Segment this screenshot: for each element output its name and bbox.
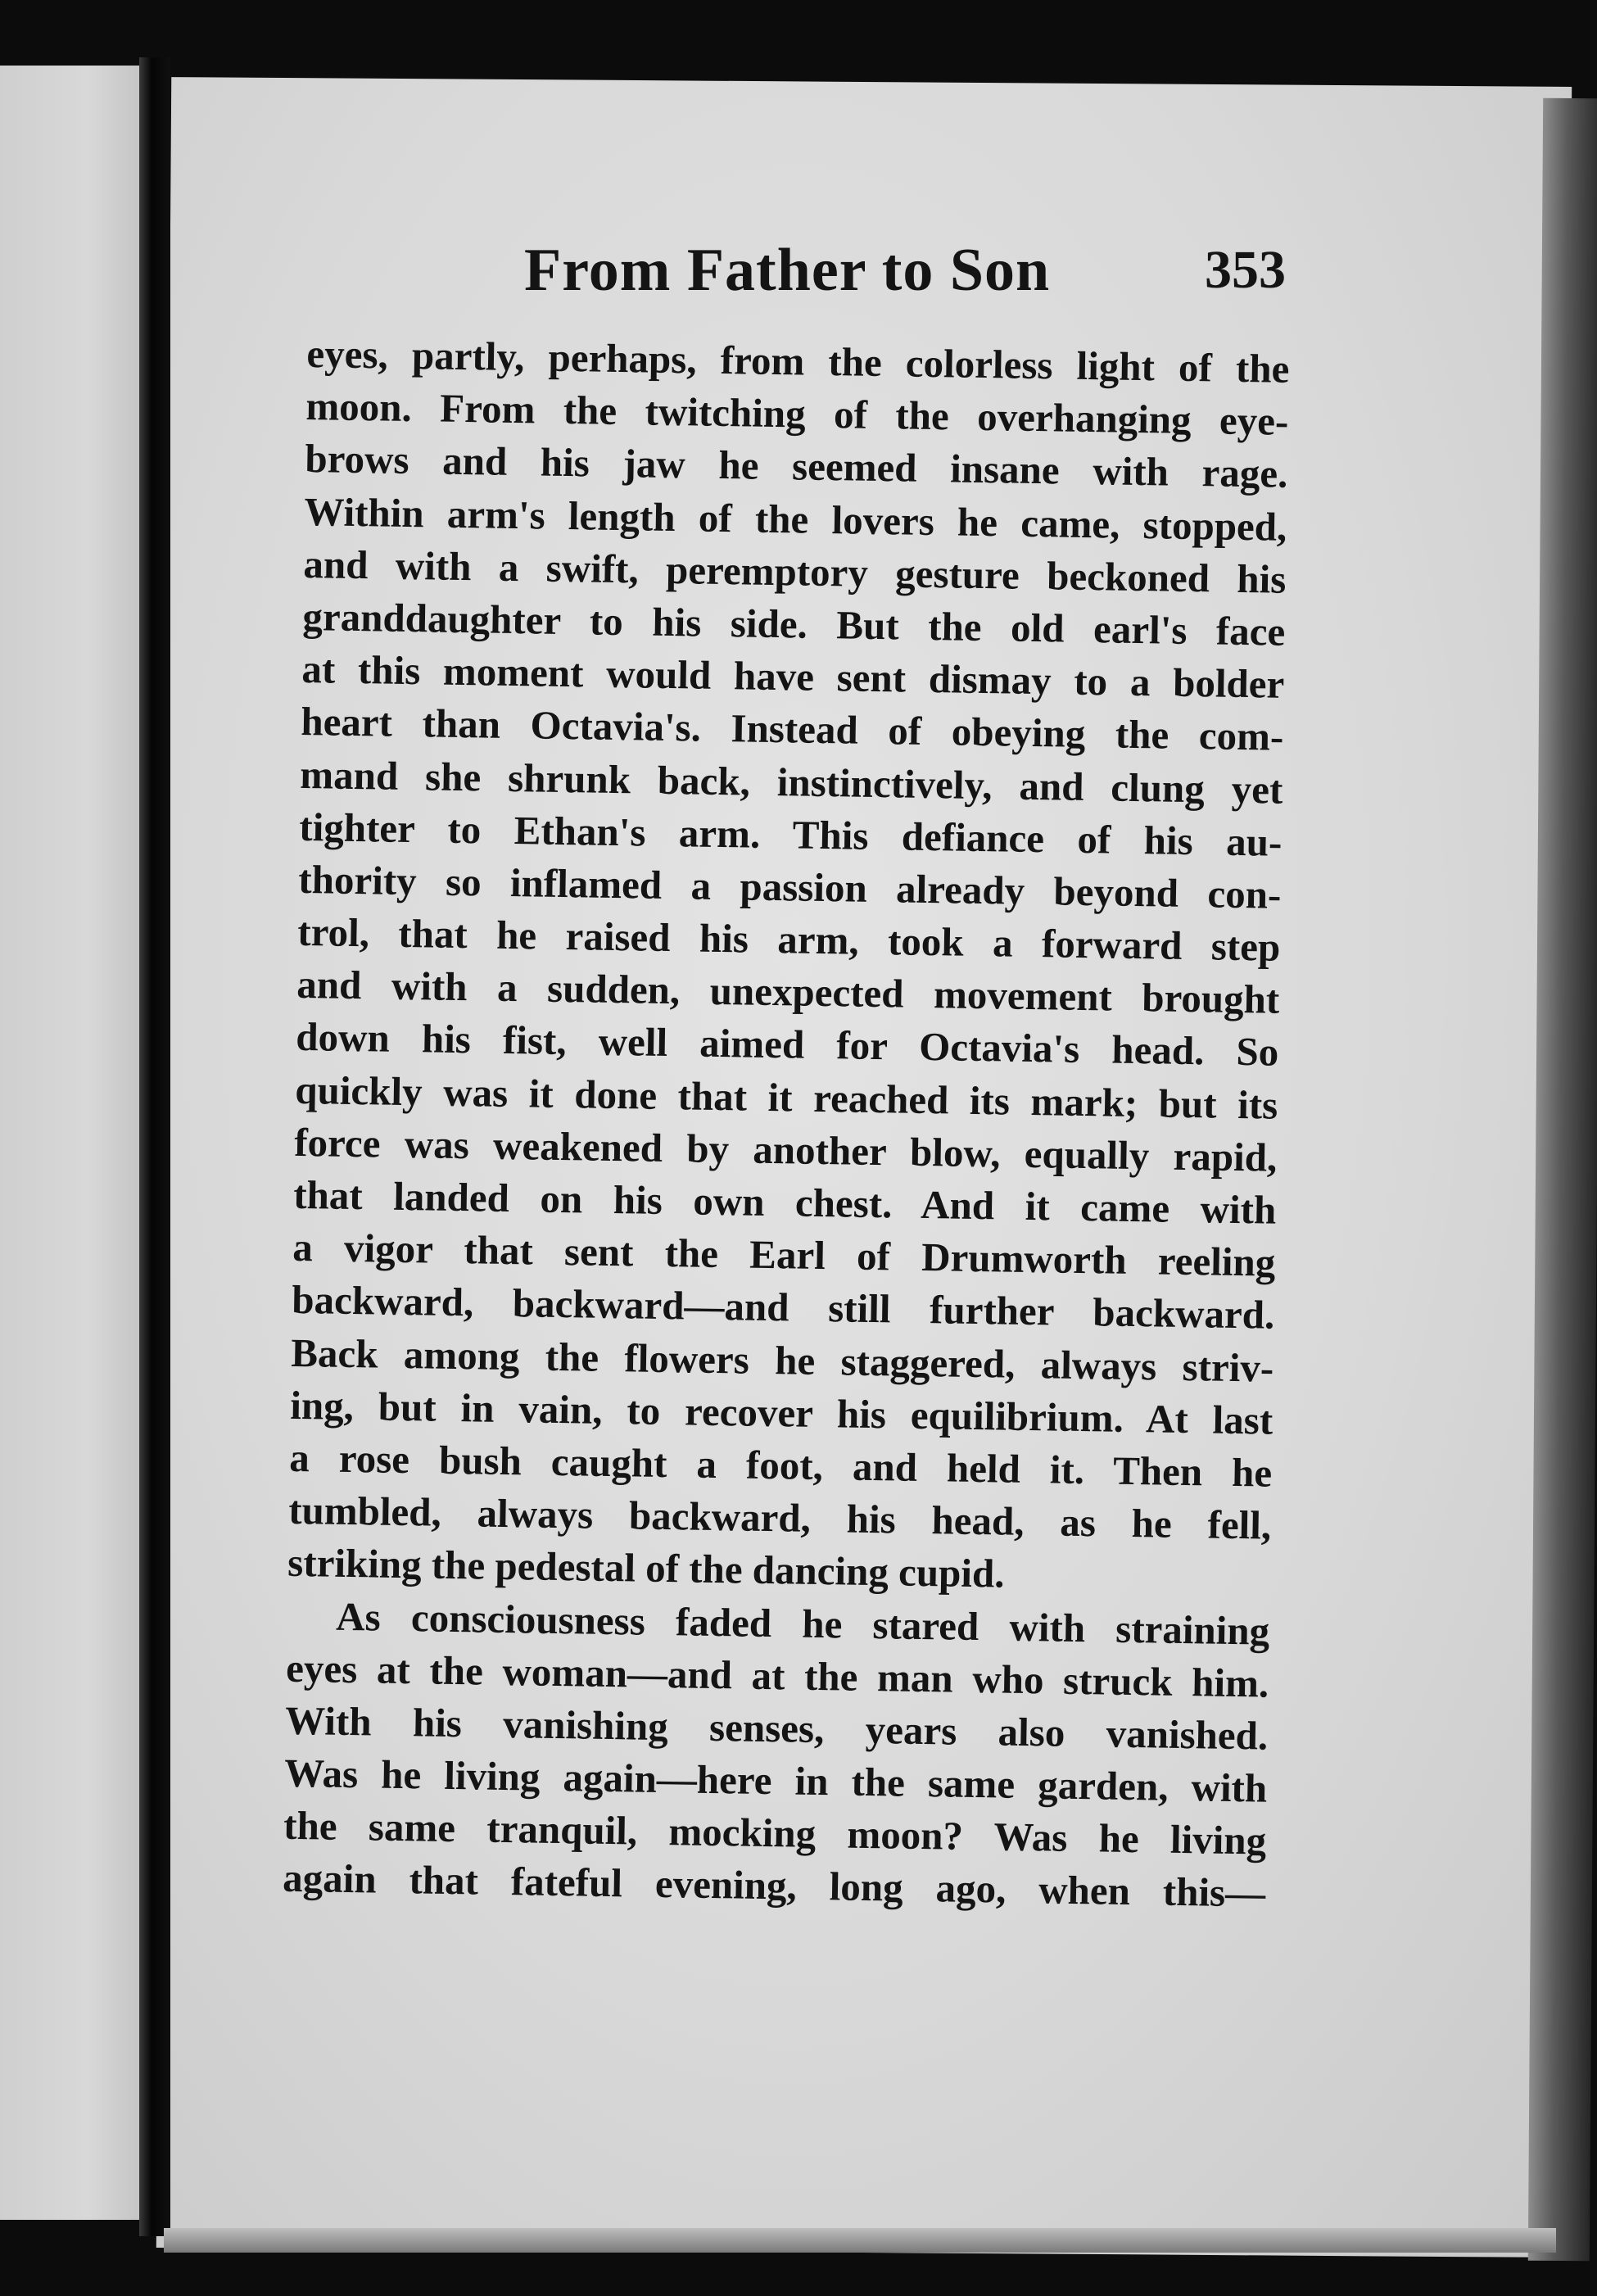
running-header: [524, 236, 1294, 326]
book-spine-shadow: [139, 57, 170, 2236]
text-line: the same tranquil, mocking moon? Was he living: [283, 1803, 1267, 1864]
text-line: thority so inflamed a passion already beyond con-: [297, 856, 1282, 917]
text-line: eyes at the woman—and at the man who struck him.: [285, 1645, 1269, 1706]
text-line: ing, but in vain, to recover his equilibrium. At last: [289, 1382, 1274, 1443]
text-line: tighter to Ethan's arm. This defiance of his au-: [298, 804, 1283, 865]
text-line: and with a swift, peremptory gesture beckoned his: [303, 541, 1287, 602]
text-line: force was weakened by another blow, equally rapid,: [293, 1119, 1278, 1180]
text-line: at this moment would have sent dismay to a bolder: [301, 646, 1285, 707]
body-text: [283, 328, 1290, 1920]
text-line: down his fist, well aimed for Octavia's head. So: [295, 1014, 1279, 1076]
running-title: From Father to Son: [524, 237, 1051, 304]
text-line: tumbled, always backward, his head, as he fell,: [287, 1487, 1272, 1548]
paragraph-first-line: As consciousness faded he stared with straining: [335, 1593, 1270, 1654]
text-line: again that fateful evening, long ago, when this—: [282, 1855, 1266, 1917]
page-number: 353: [1205, 240, 1286, 300]
text-line: heart than Octavia's. Instead of obeying the com-: [301, 699, 1284, 760]
text-line: brows and his jaw he seemed insane with rage.: [305, 436, 1288, 497]
facing-page-edge: [0, 66, 147, 2220]
text-line: With his vanishing senses, years also vanished.: [284, 1697, 1269, 1759]
text-line: a rose bush caught a foot, and held it. Then he: [288, 1434, 1273, 1496]
text-line: and with a sudden, unexpected movement brought: [296, 962, 1280, 1022]
text-line: mand she shrunk back, instinctively, and clung yet: [300, 751, 1283, 813]
text-line: Was he living again—here in the same garden, with: [283, 1750, 1268, 1811]
text-line: backward, backward—and still further backward.: [291, 1277, 1275, 1338]
text-line: a vigor that sent the Earl of Drumworth reeling: [292, 1225, 1276, 1285]
text-line: Back among the flowers he staggered, always striv-: [290, 1329, 1274, 1391]
text-line: granddaughter to his side. But the old earl's face: [302, 593, 1286, 654]
text-line: quickly was it done that it reached its mark; but its: [294, 1066, 1278, 1128]
text-line: that landed on his own chest. And it came with: [292, 1171, 1277, 1233]
text-line: trol, that he raised his arm, took a forward step: [296, 908, 1281, 970]
text-line: moon. From the twitching of the overhanging eye-: [305, 383, 1289, 445]
text-line: eyes, partly, perhaps, from the colorless light of the: [306, 330, 1290, 392]
text-line: striking the pedestal of the dancing cupid.: [287, 1540, 1005, 1596]
text-line: Within arm's length of the lovers he came, stopped,: [304, 488, 1287, 550]
page-bottom-edge: [164, 2228, 1556, 2253]
